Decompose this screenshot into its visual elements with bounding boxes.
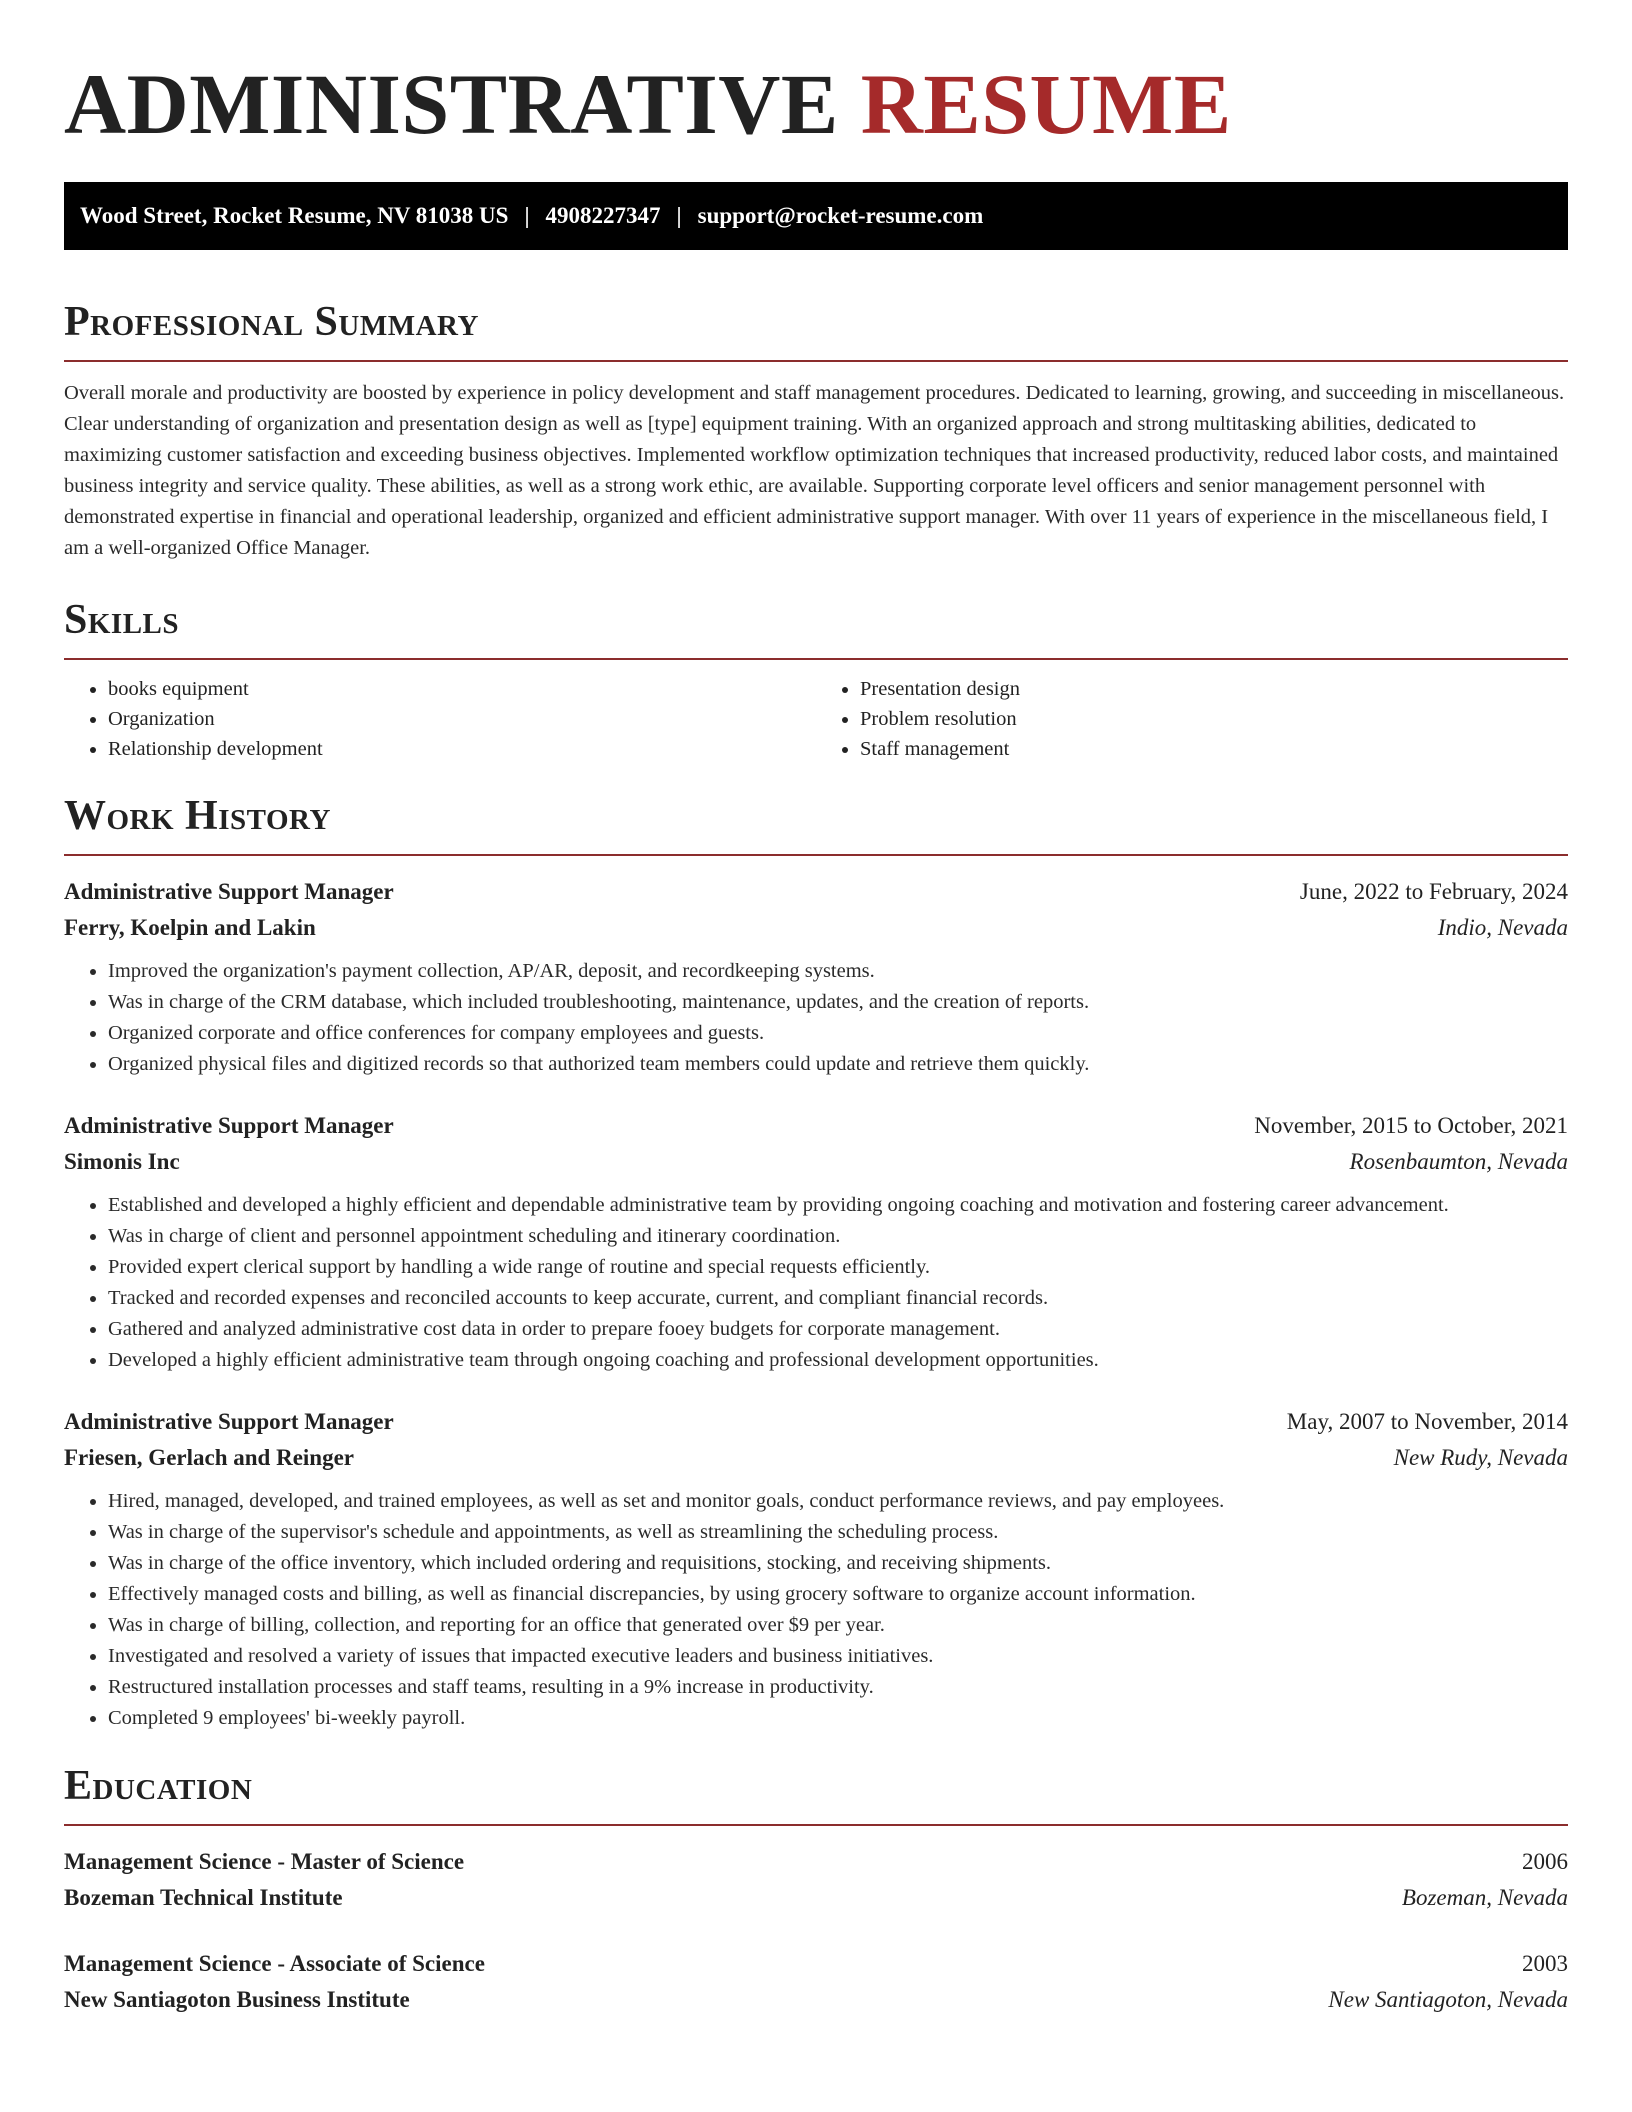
- edu-school: Bozeman Technical Institute: [64, 1885, 343, 1910]
- job-bullets: [64, 956, 1568, 1080]
- job-location: Indio, Nevada: [1437, 915, 1568, 940]
- edu-header-row: [64, 1844, 1568, 1880]
- job-header-row: [64, 874, 1568, 910]
- job-dates: May, 2007 to November, 2014: [1286, 1409, 1568, 1434]
- section-divider: [64, 854, 1568, 856]
- edu-location: New Santiagoton, Nevada: [1328, 1987, 1568, 2012]
- job-bullet: • Tracked and recorded expenses and reconciled accounts to keep accurate, current, and compliant financial records.: [108, 1283, 1568, 1314]
- job-company-row: [64, 1440, 1568, 1476]
- job-bullet: • Improved the organization's payment collection, AP/AR, deposit, and recordkeeping systems.: [108, 956, 1568, 987]
- job-dates: June, 2022 to February, 2024: [1299, 879, 1568, 904]
- contact-bar: [64, 182, 1568, 250]
- skills-grid: [64, 674, 1568, 764]
- edu-location: Bozeman, Nevada: [1401, 1885, 1568, 1910]
- job-location: New Rudy, Nevada: [1393, 1445, 1568, 1470]
- job-bullet: • Developed a highly efficient administrative team through ongoing coaching and professional development opportunities.: [108, 1345, 1568, 1376]
- job-title: Administrative Support Manager: [64, 879, 394, 904]
- skills-list-right: [816, 674, 1568, 764]
- job-header-row: [64, 1404, 1568, 1440]
- skill-item: • Problem resolution: [860, 704, 1568, 734]
- job-bullet: • Organized physical files and digitized records so that authorized team members could update and retrieve them quickly.: [108, 1049, 1568, 1080]
- skill-item: • Organization: [108, 704, 816, 734]
- contact-phone: 4908227347: [545, 203, 661, 228]
- section-divider: [64, 1824, 1568, 1826]
- edu-school-row: [64, 1880, 1568, 1916]
- job-bullet: • Hired, managed, developed, and trained employees, as well as set and monitor goals, conduct performance reviews, and pay employees.: [108, 1486, 1568, 1517]
- job-bullet: • Was in charge of billing, collection, and reporting for an office that generated over $9 per year.: [108, 1610, 1568, 1641]
- summary-section: [64, 298, 1568, 564]
- work-history-section: [64, 792, 1568, 1734]
- edu-school-row: [64, 1982, 1568, 2018]
- education-section: [64, 1762, 1568, 2018]
- job-bullet: • Completed 9 employees' bi-weekly payroll.: [108, 1703, 1568, 1734]
- job-title: Administrative Support Manager: [64, 1113, 394, 1138]
- job-entry: [64, 874, 1568, 1080]
- skill-item: • Presentation design: [860, 674, 1568, 704]
- job-entry: [64, 1108, 1568, 1376]
- job-bullet: • Was in charge of the supervisor's schedule and appointments, as well as streamlining the scheduling process.: [108, 1517, 1568, 1548]
- skill-item: • books equipment: [108, 674, 816, 704]
- edu-year: 2006: [1522, 1849, 1568, 1874]
- job-bullet: • Was in charge of client and personnel appointment scheduling and itinerary coordination.: [108, 1221, 1568, 1252]
- job-bullet: • Established and developed a highly efficient and dependable administrative team by providing ongoing coaching and motivation and fostering career advancement.: [108, 1190, 1568, 1221]
- contact-separator: |: [676, 203, 682, 228]
- job-company-row: [64, 1144, 1568, 1180]
- job-dates: November, 2015 to October, 2021: [1254, 1113, 1568, 1138]
- job-company: Simonis Inc: [64, 1149, 180, 1174]
- section-divider: [64, 658, 1568, 660]
- title-accent: RESUME: [860, 56, 1232, 152]
- title-main: ADMINISTRATIVE: [64, 56, 839, 152]
- education-entry: [64, 1946, 1568, 2018]
- job-company-row: [64, 910, 1568, 946]
- section-divider: [64, 360, 1568, 362]
- edu-header-row: [64, 1946, 1568, 1982]
- contact-address: Wood Street, Rocket Resume, NV 81038 US: [80, 203, 509, 228]
- job-title: Administrative Support Manager: [64, 1409, 394, 1434]
- job-bullet: • Provided expert clerical support by handling a wide range of routine and special requests efficiently.: [108, 1252, 1568, 1283]
- work-history-heading: Work History: [64, 793, 331, 839]
- job-bullets: [64, 1190, 1568, 1376]
- edu-year: 2003: [1522, 1951, 1568, 1976]
- job-header-row: [64, 1108, 1568, 1144]
- job-bullet: • Restructured installation processes and staff teams, resulting in a 9% increase in productivity.: [108, 1672, 1568, 1703]
- job-bullet: • Investigated and resolved a variety of issues that impacted executive leaders and business initiatives.: [108, 1641, 1568, 1672]
- skill-item: • Staff management: [860, 734, 1568, 764]
- edu-degree: Management Science - Associate of Science: [64, 1951, 485, 1976]
- skill-item: • Relationship development: [108, 734, 816, 764]
- summary-heading: Professional Summary: [64, 299, 479, 345]
- job-bullet: • Effectively managed costs and billing, as well as financial discrepancies, by using grocery software to organize account information.: [108, 1579, 1568, 1610]
- contact-email: support@rocket-resume.com: [697, 203, 984, 228]
- job-company: Friesen, Gerlach and Reinger: [64, 1445, 355, 1470]
- summary-text: Overall morale and productivity are boosted by experience in policy development and staff management procedures. Dedicated to learning, growing, and succeeding in miscellaneous. Clear understanding of organization and presentation design as well as [type] equipment training. With an organized approach and strong multitasking abilities, dedicated to maximizing customer satisfaction and exceeding business objectives. Implemented workflow optimization techniques that increased productivity, reduced labor costs, and maintained business integrity and service quality. These abilities, as well as a strong work ethic, are available. Supporting corporate level officers and senior management personnel with demonstrated expertise in financial and operational leadership, organized and efficient administrative support manager. With over 11 years of experience in the miscellaneous field, I am a well-organized Office Manager.: [64, 382, 1565, 559]
- edu-degree: Management Science - Master of Science: [64, 1849, 465, 1874]
- education-heading: Education: [64, 1763, 253, 1809]
- job-entry: [64, 1404, 1568, 1734]
- job-company: Ferry, Koelpin and Lakin: [64, 915, 316, 940]
- job-bullet: • Gathered and analyzed administrative cost data in order to prepare fooey budgets for corporate management.: [108, 1314, 1568, 1345]
- resume-title: [64, 0, 1568, 150]
- skills-section: [64, 596, 1568, 764]
- job-bullet: • Was in charge of the CRM database, which included troubleshooting, maintenance, updates, and the creation of reports.: [108, 987, 1568, 1018]
- skills-heading: Skills: [64, 597, 180, 643]
- job-bullet: • Organized corporate and office conferences for company employees and guests.: [108, 1018, 1568, 1049]
- job-bullet: • Was in charge of the office inventory, which included ordering and requisitions, stocking, and receiving shipments.: [108, 1548, 1568, 1579]
- contact-separator: |: [524, 203, 530, 228]
- edu-school: New Santiagoton Business Institute: [64, 1987, 410, 2012]
- job-bullets: [64, 1486, 1568, 1734]
- education-entry: [64, 1844, 1568, 1916]
- skills-list-left: [64, 674, 816, 764]
- job-location: Rosenbaumton, Nevada: [1349, 1149, 1568, 1174]
